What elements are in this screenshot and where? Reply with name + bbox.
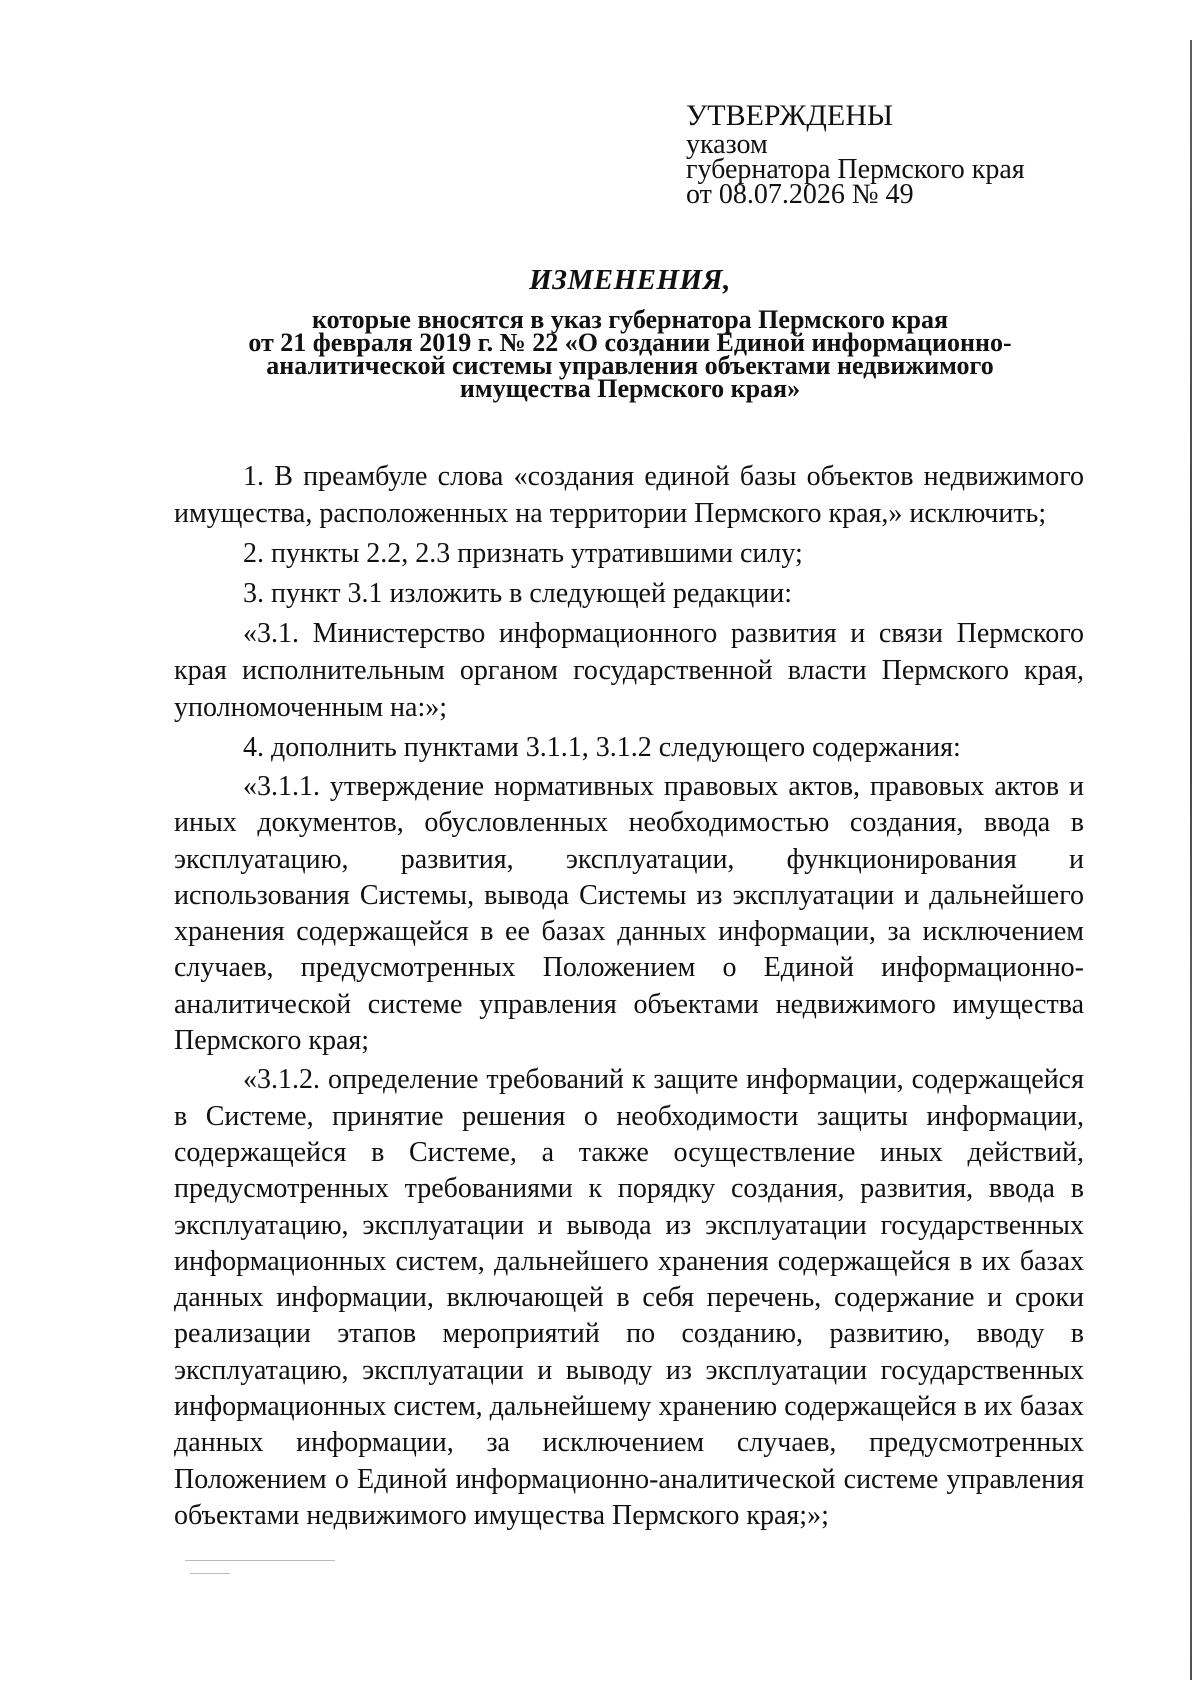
body-paragraph: «3.1. Министерство информационного развития и связи Пермского края исполнительным органом государственной власти Пермского края, уполномоченным на:»;	[174, 618, 1084, 723]
subtitle-line: имущества Пермского края»	[459, 374, 801, 403]
body-paragraph: «3.1.2. определение требований к защите информации, содержащейся в Системе, принятие решения о необходимости защиты информации, содержащейся в Системе, а также осуществление иных действий, предусмотренных требованиями к порядку создания, развития, ввода в эксплуатацию, эксплуатации и вывода из эксплуатации государственных информационных систем, дальнейшего хранения содержащейся в их базах данных информации, включающей в себя перечень, содержание и сроки реализации этапов мероприятий по созданию, развитию, вводу в эксплуатацию, эксплуатации и выводу из эксплуатации государственных информационных систем, дальнейшему хранению содержащейся в их базах данных информации, за исключением случаев, предусмотренных Положением о Единой информационно-аналитической системе управления объектами недвижимого имущества Пермского края;»;	[174, 1064, 1084, 1531]
document-body	[174, 458, 1084, 1537]
approval-line: указом	[686, 129, 768, 160]
body-paragraph: 2. пункты 2.2, 2.3 признать утратившими силу;	[243, 538, 803, 569]
scan-edge-line	[1190, 40, 1192, 1680]
approval-line: от 08.07.2026 № 49	[686, 179, 914, 210]
body-paragraph: 1. В преамбуле слова «создания единой базы объектов недвижимого имущества, расположенных на территории Пермского края,» исключить;	[174, 461, 1084, 529]
body-paragraph: «3.1.1. утверждение нормативных правовых актов, правовых актов и иных документов, обусловленных необходимостью создания, ввода в эксплуатацию, развития, эксплуатации, функционирования и использования Системы, вывода Системы из эксплуатации и дальнейшего хранения содержащейся в ее базах данных информации, за исключением случаев, предусмотренных Положением о Единой информационно-аналитической системе управления объектами недвижимого имущества Пермского края;	[174, 771, 1084, 1057]
subtitle-line: от 21 февраля 2019 г. № 22 «О создании Единой информационно-	[248, 328, 1012, 357]
subtitle-line: которые вносятся в указ губернатора Пермского края	[311, 305, 949, 334]
scan-artifact	[185, 1560, 335, 1561]
subtitle-line: аналитической системы управления объектами недвижимого	[266, 351, 994, 380]
approval-line: губернатора Пермского края	[686, 154, 1025, 185]
body-paragraph: 4. дополнить пунктами 3.1.1, 3.1.2 следующего содержания:	[243, 732, 961, 763]
body-paragraph: 3. пункт 3.1 изложить в следующей редакции:	[243, 578, 792, 609]
scan-artifact	[190, 1573, 230, 1574]
approval-stamp-block	[686, 99, 1025, 210]
document-subtitle	[175, 305, 1085, 403]
document-title: ИЗМЕНЕНИЯ,	[529, 264, 731, 296]
approval-title: УТВЕРЖДЕНЫ	[686, 99, 894, 132]
